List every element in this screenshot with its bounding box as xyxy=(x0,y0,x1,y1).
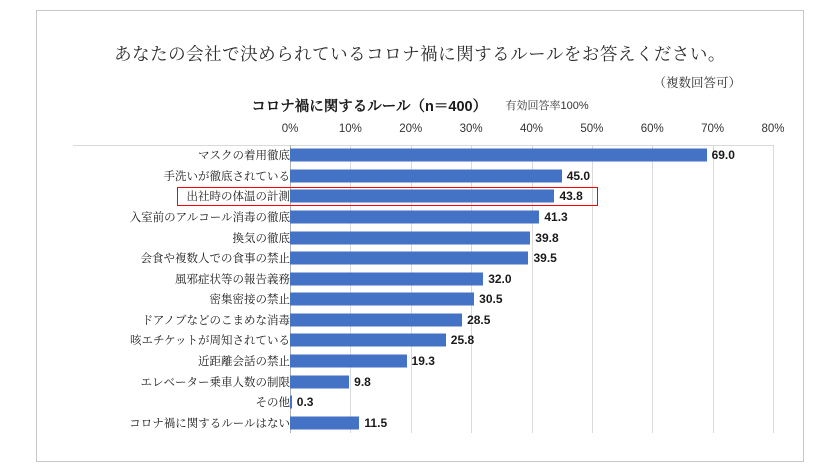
x-axis-tick-label: 30% xyxy=(459,123,483,135)
bar-value-label: 30.5 xyxy=(479,292,503,307)
category-label: その他 xyxy=(255,397,290,410)
category-label: 出社時の体温の計測 xyxy=(186,191,290,204)
chart-rows xyxy=(73,145,773,433)
bar xyxy=(290,416,359,429)
bar-value-label: 9.8 xyxy=(354,374,371,389)
bar xyxy=(290,313,462,326)
chart-title: コロナ禍に関するルール（n＝400） xyxy=(251,99,488,115)
bar-value-label: 69.0 xyxy=(711,148,735,163)
chart-row xyxy=(73,207,773,228)
bar-value-label: 32.0 xyxy=(488,271,512,286)
x-axis-tick-label: 50% xyxy=(580,123,604,135)
category-label: エレベーター乗車人数の制限 xyxy=(140,376,290,389)
x-axis-tick-labels xyxy=(73,123,785,141)
chart-title-row xyxy=(37,95,803,116)
chart-row xyxy=(73,145,773,166)
gridline xyxy=(773,145,774,433)
bar-value-label: 45.0 xyxy=(566,168,591,183)
bar-value-label: 0.3 xyxy=(296,395,314,410)
x-axis-tick-label: 60% xyxy=(640,123,664,135)
bar-value-label: 19.3 xyxy=(411,353,435,368)
category-label: 近距離会話の禁止 xyxy=(198,355,290,368)
page-title: あなたの会社で決められているコロナ禍に関するルールをお答えください。 xyxy=(114,44,726,64)
bar-value-label: 41.3 xyxy=(544,209,568,224)
x-axis-tick-label: 80% xyxy=(761,123,785,135)
bar xyxy=(290,272,483,285)
category-label: 咳エチケットが周知されている xyxy=(130,335,290,348)
chart-row xyxy=(73,289,773,310)
category-label: 手洗いが徹底されている xyxy=(163,170,290,183)
bar-chart xyxy=(73,123,785,448)
bar-value-label: 43.8 xyxy=(559,189,583,204)
chart-row xyxy=(73,248,773,269)
bar xyxy=(290,149,707,162)
category-label: 入室前のアルコール消毒の徹底 xyxy=(129,211,290,224)
bar xyxy=(290,354,407,367)
response-rate-note: 有効回答率100% xyxy=(505,100,589,112)
bar xyxy=(290,169,562,182)
category-label: 換気の徹底 xyxy=(232,232,290,245)
bar xyxy=(290,334,446,347)
bar xyxy=(290,293,474,306)
bar-value-label: 28.5 xyxy=(467,312,491,327)
category-label: ドアノブなどのこまめな消毒 xyxy=(141,314,290,327)
category-label: マスクの着用徹底 xyxy=(198,150,290,163)
chart-row xyxy=(73,412,773,433)
chart-row xyxy=(73,268,773,289)
multi-answer-note: （複数回答可） xyxy=(653,76,741,90)
chart-row xyxy=(73,310,773,331)
bar-value-label: 11.5 xyxy=(364,415,388,430)
chart-row xyxy=(73,186,773,207)
chart-row xyxy=(73,330,773,351)
chart-row xyxy=(73,166,773,187)
category-label: 風邪症状等の報告義務 xyxy=(175,273,290,286)
category-label: 密集密接の禁止 xyxy=(209,294,290,307)
x-axis-tick-label: 10% xyxy=(338,123,362,135)
bar xyxy=(290,210,539,223)
chart-row xyxy=(73,351,773,372)
bar-value-label: 39.5 xyxy=(533,251,557,266)
bar xyxy=(290,231,530,244)
bar xyxy=(290,396,292,409)
x-axis-tick-label: 40% xyxy=(519,123,544,135)
category-label: 会食や複数人での食事の禁止 xyxy=(140,253,290,266)
bar xyxy=(290,252,528,265)
chart-row xyxy=(73,371,773,392)
x-axis-tick-label: 20% xyxy=(399,123,423,135)
bar-value-label: 39.8 xyxy=(535,230,559,245)
x-axis-tick-label: 0% xyxy=(281,123,299,135)
bar xyxy=(290,375,349,388)
chart-frame xyxy=(36,10,804,462)
chart-row xyxy=(73,227,773,248)
chart-row xyxy=(73,392,773,413)
bar xyxy=(290,190,554,203)
category-label: コロナ禍に関するルールはない xyxy=(129,417,290,430)
bar-value-label: 25.8 xyxy=(450,333,475,348)
x-axis-tick-label: 70% xyxy=(701,123,725,135)
